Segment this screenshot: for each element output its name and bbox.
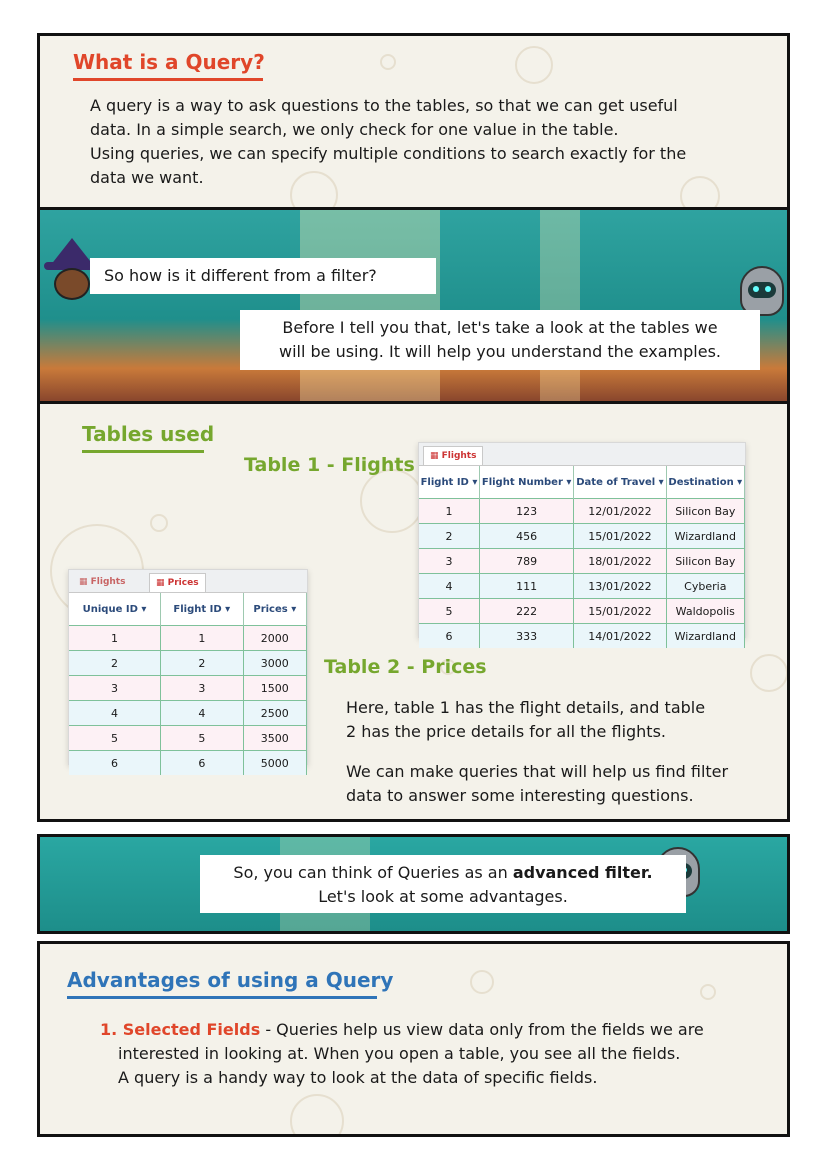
section-heading-query: What is a Query? xyxy=(73,50,265,74)
table-tabs xyxy=(69,570,307,593)
column-header-destination[interactable]: Destination ▾ xyxy=(666,466,744,499)
table-cell: 2 xyxy=(69,651,161,676)
table-row xyxy=(69,751,307,776)
tables-description-1 xyxy=(346,696,705,744)
table-cell: 3 xyxy=(161,676,244,701)
advantages-panel xyxy=(37,941,790,1137)
tab-label: Flights xyxy=(441,451,477,461)
advantage-item-selected-fields xyxy=(100,1018,704,1090)
text-line xyxy=(100,1018,704,1042)
header-label: Date of Travel xyxy=(576,476,656,488)
text-line: 2 has the price details for all the flights. xyxy=(346,722,666,741)
table-row xyxy=(419,499,745,524)
query-description xyxy=(90,94,686,190)
prices-grid xyxy=(69,593,307,775)
table-cell: Waldopolis xyxy=(666,599,744,624)
text-line: A query is a way to ask questions to the tables, so that we can get useful xyxy=(90,96,678,115)
header-label: Flight ID xyxy=(420,476,469,488)
table-cell: Cyberia xyxy=(666,574,744,599)
text-line: will be using. It will help you understand the examples. xyxy=(278,342,721,361)
tables-description-2 xyxy=(346,760,728,808)
table-cell: 12/01/2022 xyxy=(574,499,666,524)
decor-circle xyxy=(700,984,716,1000)
query-panel xyxy=(37,33,790,210)
table-cell: 3000 xyxy=(243,651,306,676)
table-cell: 2500 xyxy=(243,701,306,726)
table-cell: 5 xyxy=(419,599,479,624)
speech-bubble-answer xyxy=(240,310,760,370)
text-line: data. In a simple search, we only check for one value in the table. xyxy=(90,120,619,139)
table-cell: 2 xyxy=(419,524,479,549)
table-cell: 3 xyxy=(419,549,479,574)
column-header-flight-id[interactable]: Flight ID ▾ xyxy=(161,593,244,626)
table-cell: Silicon Bay xyxy=(666,499,744,524)
speech-bubble-question: So how is it different from a filter? xyxy=(90,258,436,294)
table-cell: 4 xyxy=(69,701,161,726)
text-line: A query is a handy way to look at the data of specific fields. xyxy=(118,1068,598,1087)
tab-flights[interactable]: ▦ Flights xyxy=(79,577,126,587)
table-tabs xyxy=(419,443,745,466)
table-cell: 5 xyxy=(69,726,161,751)
tables-used-heading: Tables used xyxy=(82,422,215,446)
decor-circle xyxy=(290,1094,344,1137)
text-fragment: So, you can think of Queries as an xyxy=(233,863,508,882)
text-line: interested in looking at. When you open a table, you see all the fields. xyxy=(118,1044,681,1063)
decor-circle xyxy=(150,514,168,532)
table-cell: 15/01/2022 xyxy=(574,599,666,624)
table-row xyxy=(69,651,307,676)
tab-label: Prices xyxy=(167,578,199,588)
table-cell: 15/01/2022 xyxy=(574,524,666,549)
table-cell: Wizardland xyxy=(666,624,744,649)
tab-flights[interactable]: ▦ Flights xyxy=(423,446,483,465)
column-header-prices[interactable]: Prices ▾ xyxy=(243,593,306,626)
text-fragment: - Queries help us view data only from the fields we are xyxy=(260,1020,704,1039)
table-cell: 3500 xyxy=(243,726,306,751)
table-cell: Wizardland xyxy=(666,524,744,549)
table1-title: Table 1 - Flights xyxy=(244,454,415,476)
heading-underline xyxy=(82,450,204,453)
table-cell: 6 xyxy=(419,624,479,649)
tables-panel xyxy=(37,401,790,822)
text-line: data we want. xyxy=(90,168,204,187)
table-cell: 13/01/2022 xyxy=(574,574,666,599)
header-row xyxy=(69,593,307,626)
table-row xyxy=(419,549,745,574)
table-row xyxy=(69,701,307,726)
table-row xyxy=(419,574,745,599)
robot-character-icon xyxy=(740,266,784,316)
table-cell: 2000 xyxy=(243,626,306,651)
tab-label: Flights xyxy=(90,577,126,587)
advantages-heading: Advantages of using a Query xyxy=(67,968,394,992)
table-cell: 4 xyxy=(419,574,479,599)
flights-grid xyxy=(419,466,745,648)
text-line: Before I tell you that, let's take a look at the tables we xyxy=(282,318,718,337)
table-cell: 5 xyxy=(161,726,244,751)
text-line: Here, table 1 has the flight details, and table xyxy=(346,698,706,717)
table-cell: 456 xyxy=(479,524,573,549)
decor-circle xyxy=(470,970,494,994)
table-cell: 3 xyxy=(69,676,161,701)
flights-table xyxy=(418,442,746,643)
table-cell: 222 xyxy=(479,599,573,624)
table-row xyxy=(419,599,745,624)
text-line: Let's look at some advantages. xyxy=(318,887,568,906)
table-cell: 5000 xyxy=(243,751,306,776)
column-header-unique-id[interactable]: Unique ID ▾ xyxy=(69,593,161,626)
table-row xyxy=(69,626,307,651)
speech-bubble-advanced-filter xyxy=(200,855,686,913)
table-cell: 4 xyxy=(161,701,244,726)
item-label: 1. Selected Fields xyxy=(100,1020,261,1039)
column-header-flight-number[interactable]: Flight Number ▾ xyxy=(479,466,573,499)
text-line: Using queries, we can specify multiple conditions to search exactly for the xyxy=(90,144,687,163)
table-cell: 6 xyxy=(161,751,244,776)
column-header-date[interactable]: Date of Travel ▾ xyxy=(574,466,666,499)
header-row xyxy=(419,466,745,499)
header-label: Flight ID xyxy=(173,603,222,615)
bold-text: advanced filter. xyxy=(512,863,653,882)
table-cell: 1 xyxy=(69,626,161,651)
table-cell: Silicon Bay xyxy=(666,549,744,574)
decor-circle xyxy=(360,469,424,533)
decor-circle xyxy=(380,54,396,70)
heading-underline xyxy=(73,78,263,81)
prices-table xyxy=(68,569,308,770)
decor-circle xyxy=(515,46,553,84)
text-line: data to answer some interesting questions. xyxy=(346,786,694,805)
table-cell: 18/01/2022 xyxy=(574,549,666,574)
text-line: We can make queries that will help us find filter xyxy=(346,762,729,781)
header-label: Prices xyxy=(253,603,288,615)
table2-title: Table 2 - Prices xyxy=(324,656,487,678)
table-row xyxy=(419,524,745,549)
table-cell: 123 xyxy=(479,499,573,524)
column-header-flight-id[interactable]: Flight ID ▾ xyxy=(419,466,479,499)
table-row xyxy=(69,726,307,751)
table-cell: 2 xyxy=(161,651,244,676)
dialogue-panel-1 xyxy=(37,207,790,411)
heading-underline xyxy=(67,996,377,999)
text-line xyxy=(214,861,672,885)
table-cell: 1 xyxy=(161,626,244,651)
header-label: Flight Number xyxy=(481,476,563,488)
table-cell: 1 xyxy=(419,499,479,524)
table-cell: 14/01/2022 xyxy=(574,624,666,649)
table-cell: 789 xyxy=(479,549,573,574)
header-label: Unique ID xyxy=(82,603,138,615)
table-row xyxy=(69,676,307,701)
table-cell: 111 xyxy=(479,574,573,599)
table-cell: 333 xyxy=(479,624,573,649)
header-label: Destination xyxy=(668,476,734,488)
dialogue-panel-2 xyxy=(37,834,790,934)
table-cell: 6 xyxy=(69,751,161,776)
table-cell: 1500 xyxy=(243,676,306,701)
decor-circle xyxy=(750,654,788,692)
table-row xyxy=(419,624,745,649)
tab-prices[interactable]: ▦ Prices xyxy=(149,573,206,592)
